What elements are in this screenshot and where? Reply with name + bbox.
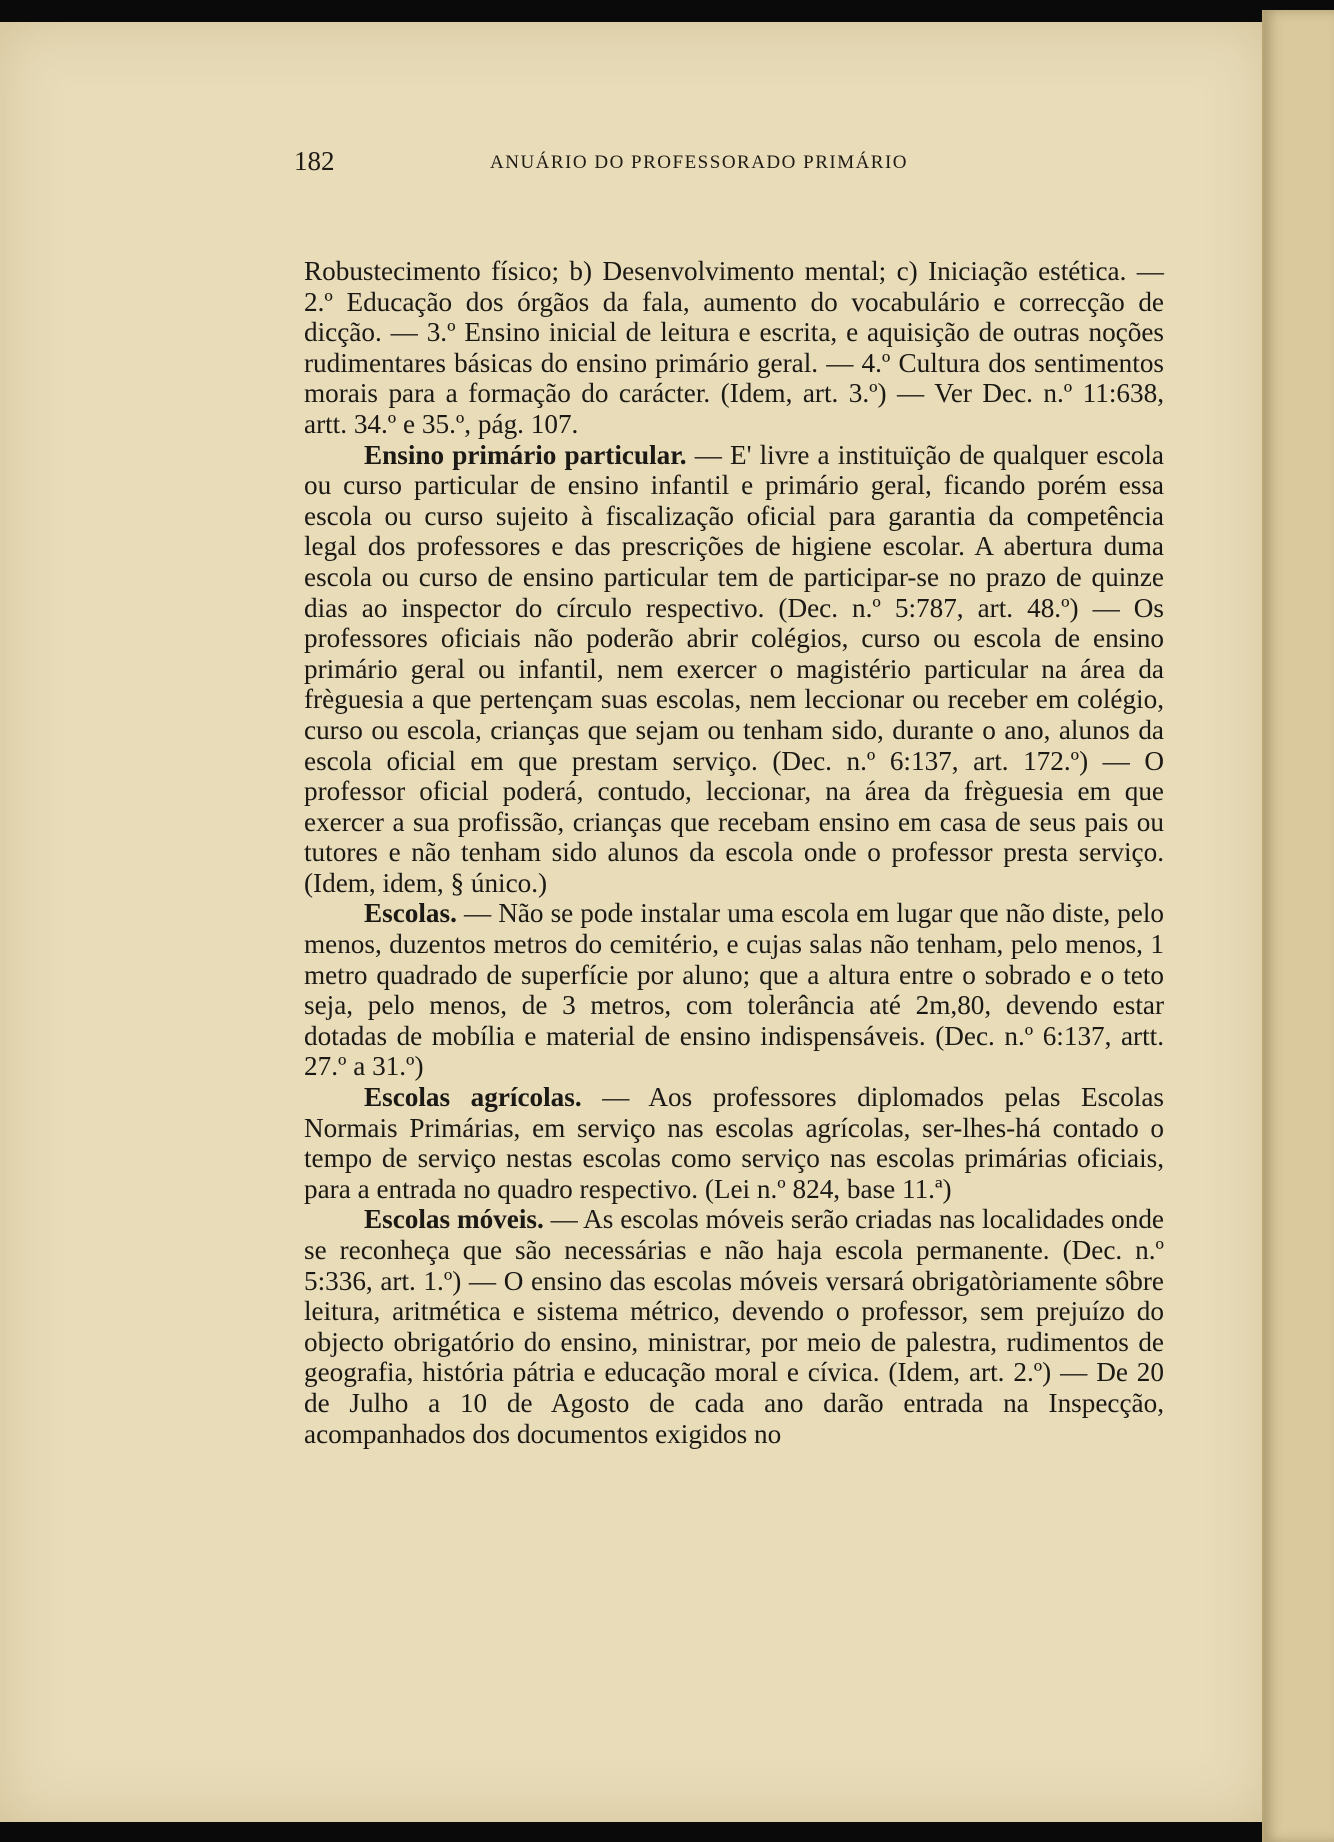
paragraph-text: — As escolas móveis serão criadas nas localidades onde se reconheça que são necessárias e não haja escola permanente. (Dec. n.º 5:336, art. 1.º) — O ensino das escolas móveis versará obrigatòriamente sôbre leitura, aritmética e sistema métrico, devendo o professor, sem prejuízo do objecto obrigatório do ensino, ministrar, por meio de palestra, rudimentos de geografia, história pátria e educação moral e cívica. (Idem, art. 2.º) — De 20 de Julho a 10 de Agosto de cada ano darão entrada na Inspecção, acompanhados dos documentos exigidos no: [304, 1204, 1165, 1449]
adjacent-page-edge: [1262, 10, 1334, 1842]
entry-heading: Escolas.: [364, 898, 457, 929]
paragraph-ensino-primario-particular: [304, 440, 1164, 899]
running-title: ANUÁRIO DO PROFESSORADO PRIMÁRIO: [490, 152, 909, 173]
body-text: [304, 256, 1164, 1449]
paragraph-text: — Aos professores diplomados pelas Escolas Normais Primárias, em serviço nas escolas agrícolas, ser-lhes-há contado o tempo de serviço nestas escolas como serviço nas escolas primárias oficiais, para a entrada no quadro respectivo. (Lei n.º 824, base 11.ª): [304, 1082, 1164, 1204]
paragraph-text: Robustecimento físico; b) Desenvolvimento mental; c) Iniciação estética. — 2.º Educação dos órgãos da fala, aumento do vocabulário e correcção de dicção. — 3.º Ensino inicial de leitura e escrita, e aquisição de outras noções rudimentares básicas do ensino primário geral. — 4.º Cultura dos sentimentos morais para a formação do carácter. (Idem, art. 3.º) — Ver Dec. n.º 11:638, artt. 34.º e 35.º, pág. 107.: [304, 256, 1164, 439]
page-header: [294, 146, 954, 182]
entry-heading: Ensino primário particular.: [364, 439, 687, 470]
paragraph-escolas-moveis: [304, 1204, 1164, 1449]
paragraph-text: — Não se pode instalar uma escola em lugar que não diste, pelo menos, duzentos metros do cemitério, e cujas salas não tenham, pelo menos, 1 metro quadrado de superfície por aluno; que a altura entre o sobrado e o teto seja, pelo menos, de 3 metros, com tolerância até 2m,80, devendo estar dotadas de mobília e material de ensino indispensáveis. (Dec. n.º 6:137, artt. 27.º a 31.º): [304, 898, 1164, 1082]
paragraph-intro: [304, 256, 1164, 440]
page-number: 182: [294, 146, 335, 176]
paragraph-escolas: [304, 898, 1164, 1082]
entry-heading: Escolas agrícolas.: [364, 1082, 582, 1113]
paragraph-text: — E' livre a instituïção de qualquer escola ou curso particular de ensino infantil e primário geral, ficando porém essa escola ou curso sujeito à fiscalização oficial para garantia da competência legal dos professores e das prescrições de higiene escolar. A abertura duma escola ou curso de ensino particular tem de participar-se no prazo de quinze dias ao inspector do círculo respectivo. (Dec. n.º 5:787, art. 48.º) — Os professores oficiais não poderão abrir colégios, curso ou escola de ensino primário geral ou infantil, nem exercer o magistério particular na área da frèguesia a que pertençam suas escolas, nem leccionar ou receber em colégio, curso ou escola, crianças que sejam ou tenham sido, durante o ano, alunos da escola oficial em que prestam serviço. (Dec. n.º 6:137, art. 172.º) — O professor oficial poderá, contudo, leccionar, na área da frèguesia em que exercer a sua profissão, crianças que recebam ensino em casa de seus pais ou tutores e não tenham sido alunos da escola onde o professor presta serviço. (Idem, idem, § único.): [304, 439, 1164, 898]
book-page: [0, 22, 1268, 1822]
paragraph-escolas-agricolas: [304, 1082, 1164, 1204]
entry-heading: Escolas móveis.: [364, 1204, 544, 1235]
